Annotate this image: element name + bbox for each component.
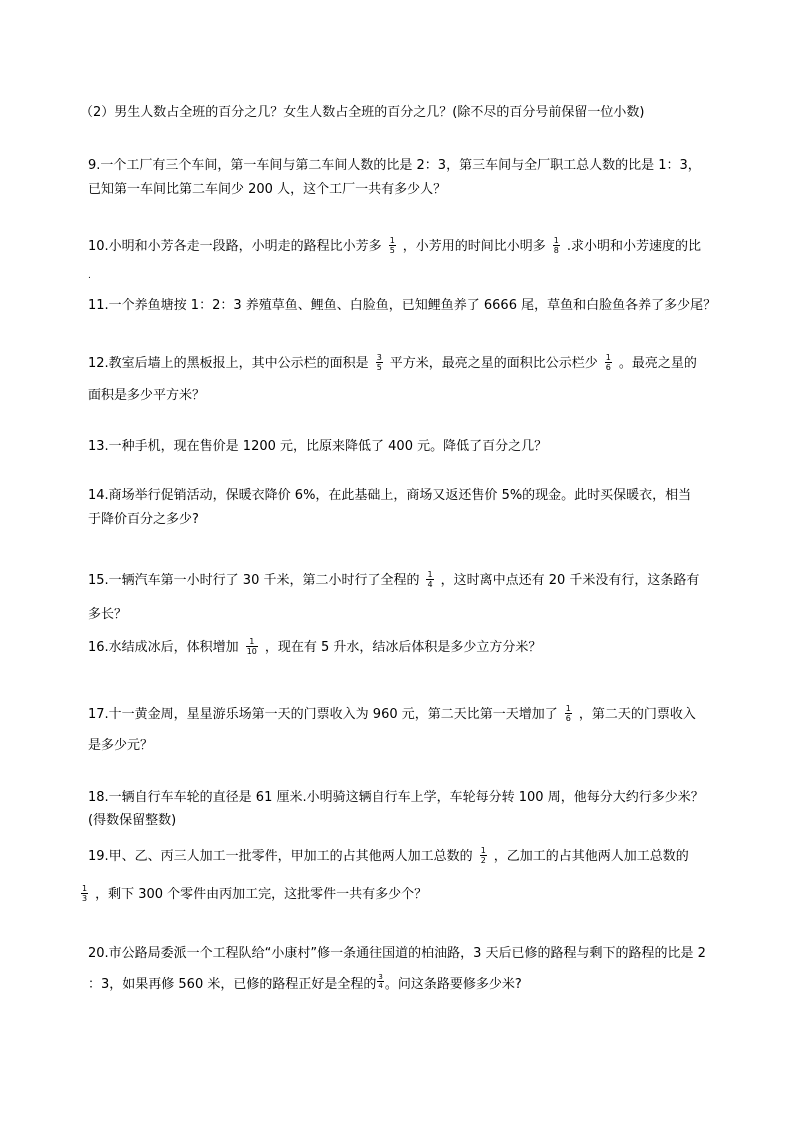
question-20-line-2 <box>88 973 522 994</box>
fraction-one-quarter: $\frac{1}{4}$ <box>427 570 433 589</box>
fraction-three-quarters: $\frac{3}{4}$ <box>378 973 383 990</box>
question-17 <box>88 705 696 724</box>
question-20-line-1: 20.市公路局委派一个工程队给“小康村”修一条通往国道的柏油路，3 天后已修的路程与剩下的路程的比是 2 <box>88 946 706 961</box>
fraction-one-third: $\frac{1}{3}$ <box>82 884 88 903</box>
question-19-text-b: ，乙加工的占其他两人加工总数的 <box>493 849 689 864</box>
question-14-line-1: 14.商场举行促销活动，保暖衣降价 6%，在此基础上，商场又返还售价 5%的现金。此时买保暖衣，相当 <box>88 488 692 503</box>
fraction-one-tenth: $\frac{1}{10}$ <box>246 637 257 656</box>
question-10-text-a: 10.小明和小芳各走一段路，小明走的路程比小芳多 <box>88 239 382 254</box>
question-12 <box>88 354 697 373</box>
question-16-text-a: 16.水结成冰后，体积增加 <box>88 640 239 655</box>
question-19 <box>88 847 689 866</box>
question-17-line-2: 是多少元？ <box>88 738 154 753</box>
fraction-one-sixth: $\frac{1}{6}$ <box>565 704 571 723</box>
question-12-text-b: 平方米，最亮之星的面积比公示栏少 <box>389 356 598 371</box>
fraction-three-fifths: $\frac{3}{5}$ <box>376 353 382 372</box>
question-11: 11.一个养鱼塘按 1：2：3 养殖草鱼、鲤鱼、白脸鱼，已知鲤鱼养了 6666 尾，草鱼和白脸鱼各养了多少尾？ <box>88 298 717 313</box>
question-15-line-2: 多长？ <box>88 607 128 622</box>
question-19-text-a: 19.甲、乙、丙三人加工一批零件，甲加工的占其他两人加工总数的 <box>88 849 473 864</box>
question-16 <box>88 638 541 657</box>
question-16-text-b: ，现在有 5 升水，结冰后体积是多少立方分米？ <box>264 640 542 655</box>
question-19-text-c: ，剩下 300 个零件由丙加工完，这批零件一共有多少个？ <box>95 887 428 902</box>
question-15-text-a: 15.一辆汽车第一小时行了 30 千米，第二小时行了全程的 <box>88 573 420 588</box>
question-10-text-c: .求小明和小芳速度的比 <box>566 239 702 254</box>
question-20-text-b: 。问这条路要修多少米? <box>384 977 522 992</box>
fraction-one-eighth: $\frac{1}{8}$ <box>553 236 559 255</box>
question-12-text-a: 12.教室后墙上的黑板报上，其中公示栏的面积是 <box>88 356 369 371</box>
question-18-line-1: 18.一辆自行车车轮的直径是 61 厘米.小明骑这辆自行车上学，车轮每分转 100 周，他每分大约行多少米？ <box>88 790 704 805</box>
question-12-text-c: 。最亮之星的 <box>618 356 697 371</box>
question-10-text-b: ，小芳用的时间比小明多 <box>402 239 546 254</box>
fraction-one-half: $\frac{1}{2}$ <box>480 846 486 865</box>
question-9-line-1: 9.一个工厂有三个车间，第一车间与第二车间人数的比是 2：3，第三车间与全厂职工总人数的比是 1：3， <box>88 158 701 173</box>
question-8-part-2: （2）男生人数占全班的百分之几？女生人数占全班的百分之几？(除不尽的百分号前保留一位小数) <box>80 105 645 120</box>
question-12-line-2: 面积是多少平方米？ <box>88 388 206 403</box>
question-17-text-a: 17.十一黄金周，星星游乐场第一天的门票收入为 960 元，第二天比第一天增加了 <box>88 707 558 722</box>
question-10 <box>88 237 701 256</box>
question-15 <box>88 571 699 590</box>
fraction-one-fifth: $\frac{1}{5}$ <box>389 236 395 255</box>
question-17-text-b: ，第二天的门票收入 <box>578 707 696 722</box>
question-20-text-a: ：3，如果再修 560 米，已修的路程正好是全程的 <box>88 977 377 992</box>
question-14-line-2: 于降价百分之多少? <box>88 512 199 527</box>
question-9-line-2: 已知第一车间比第二车间少 200 人，这个工厂一共有多少人？ <box>88 182 447 197</box>
question-13: 13.一种手机，现在售价是 1200 元，比原来降低了 400 元。降低了百分之几？ <box>88 439 548 454</box>
question-10-line-2: . <box>88 271 91 281</box>
question-18-line-2: (得数保留整数) <box>88 813 177 828</box>
question-19-line-2 <box>74 885 427 904</box>
fraction-one-sixth: $\frac{1}{6}$ <box>605 353 611 372</box>
question-15-text-b: ，这时离中点还有 20 千米没有行，这条路有 <box>440 573 700 588</box>
